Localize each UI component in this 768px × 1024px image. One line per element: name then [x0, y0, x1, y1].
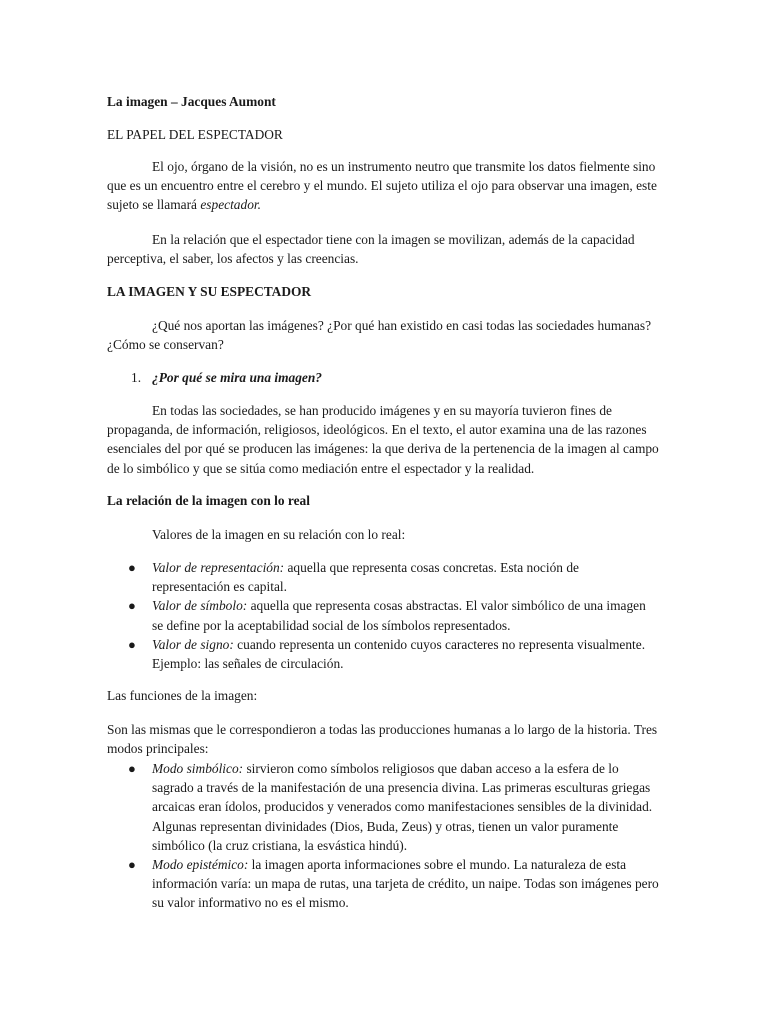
mode-text: sirvieron como símbolos religiosos que daban acceso a la esfera de lo sagrado a través de la manifestación de una presencia divina. Las primeras esculturas griegas arcaicas eran ídolos, producidos y venerados como manifestaciones sensibles de la divinidad. Algunas representan divinidades (Dios, Buda, Zeus) y otras, tienen un valor puramente simbólico (la cruz cristiana, la esvástica hindú).: [152, 761, 653, 853]
espectador-emphasis: espectador.: [200, 197, 261, 213]
heading-imagen-espectador: LA IMAGEN Y SU ESPECTADOR: [107, 284, 312, 299]
value-term: Valor de representación:: [152, 560, 285, 575]
list-item: [107, 759, 659, 855]
value-term: Valor de símbolo:: [152, 598, 248, 614]
value-text: aquella que representa cosas abstractas. El valor simbólico de una imagen se define por la aceptabilidad social de los símbolos representados.: [152, 598, 646, 633]
paragraph-producciones: Son las mismas que le correspondieron a todas las producciones humanas a lo largo de la historia. Tres modos principales:: [107, 722, 658, 757]
paragraph-sociedades: En todas las sociedades, se han producido imágenes y en su mayoría tuvieron fines de propaganda, de información, religiosos, ideológicos. En el texto, el autor examina una de las razones esenciales del por qué se producen las imágenes: la que deriva de la pertenencia de la imagen al campo de lo simbólico y que se sitúa como mediación entre el espectador y la realidad.: [107, 403, 659, 476]
value-term: Valor de signo:: [152, 636, 234, 652]
list-item: [107, 558, 659, 596]
paragraph-funciones: Las funciones de la imagen:: [107, 688, 258, 703]
mode-term: Modo epistémico:: [152, 857, 249, 873]
paragraph-relacion: En la relación que el espectador tiene con la imagen se movilizan, además de la capacidad perceptiva, el saber, los afectos y las creencias.: [107, 232, 635, 267]
paragraph-ojo-text: El ojo, órgano de la visión, no es un instrumento neutro que transmite los datos fielmente sino que es un encuentro entre el cerebro y el mundo. El sujeto utiliza el ojo para observar una imagen, este sujeto se llamará: [107, 159, 657, 213]
paragraph-preguntas: ¿Qué nos aportan las imágenes? ¿Por qué han existido en casi todas las sociedades humanas? ¿Cómo se conservan?: [107, 318, 652, 353]
value-text: aquella que representa cosas concretas. Esta noción de representación es capital.: [152, 560, 579, 595]
bullet-icon: ●: [128, 636, 136, 652]
bullet-icon: ●: [128, 598, 136, 614]
list-item: [107, 635, 659, 673]
list-item: [107, 596, 659, 634]
bullet-icon: ●: [128, 857, 136, 873]
bullet-icon: ●: [128, 761, 136, 776]
modes-list: [107, 759, 659, 913]
heading-papel-espectador: EL PAPEL DEL ESPECTADOR: [107, 127, 283, 142]
heading-relacion-real: La relación de la imagen con lo real: [107, 493, 310, 508]
document-title: La imagen – Jacques Aumont: [107, 94, 276, 109]
values-list: [107, 558, 659, 673]
mode-text: la imagen aporta informaciones sobre el mundo. La naturaleza de esta información varía: un mapa de rutas, una tarjeta de crédito, un naipe. Todas son imágenes pero su valor informativo no es el mismo.: [152, 857, 659, 911]
question-text: ¿Por qué se mira una imagen?: [152, 370, 323, 385]
paragraph-ojo: [107, 157, 659, 215]
value-text: cuando representa un contenido cuyos caracteres no representa visualmente. Ejemplo: las señales de circulación.: [152, 636, 646, 672]
paragraph-valores: Valores de la imagen en su relación con lo real:: [152, 527, 406, 542]
list-item: [107, 855, 659, 913]
question-number: 1.: [131, 370, 142, 385]
bullet-icon: ●: [128, 560, 136, 575]
mode-term: Modo simbólico:: [152, 761, 244, 776]
